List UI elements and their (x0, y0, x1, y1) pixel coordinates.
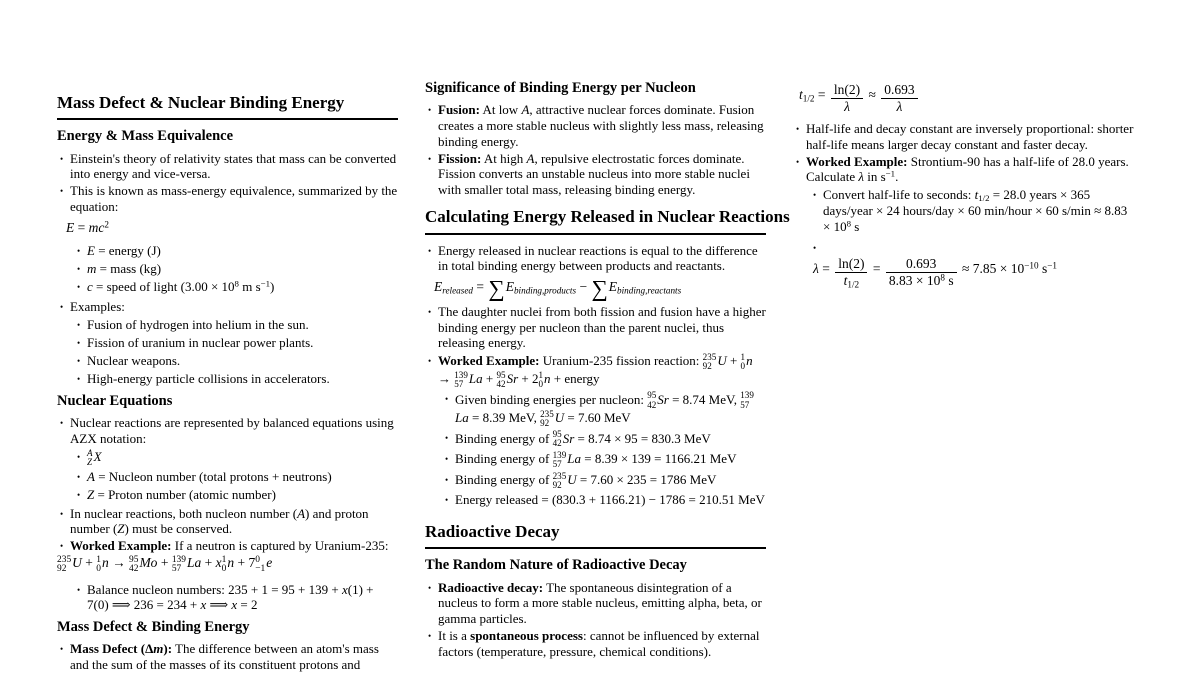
sub-bullet-item (57, 261, 398, 277)
column-right (793, 80, 1134, 674)
bullet-item (57, 415, 398, 446)
bullet-text: Nuclear reactions are represented by balanced equations using AZX notation: (70, 414, 394, 446)
bullet-text: Given binding energies per nucleon: 95 42 Sr = 8.74 MeV, 139 57 La = 8.39 MeV, 235 92 U = 7.60 MeV (455, 390, 754, 428)
nuclide-scripts: 139 57 (171, 554, 186, 575)
nuclide-scripts: 0 −1 (255, 554, 266, 575)
subsection-heading: Energy & Mass Equivalence (57, 128, 234, 145)
bullet-item (57, 538, 398, 554)
bullet-item (793, 154, 1134, 185)
display-equation (57, 555, 398, 574)
sub-bullet-item (57, 582, 398, 613)
nuclide-scripts: 95 42 (552, 429, 562, 449)
bullet-icon: • (77, 451, 81, 462)
bullet-text: Fusion of hydrogen into helium in the sun. (87, 316, 309, 332)
bullet-item (425, 243, 766, 274)
bullet-icon: • (60, 541, 64, 552)
sub-bullet-item (57, 335, 398, 351)
sub-bullet-item (57, 279, 398, 295)
bullet-text: Z = Proton number (atomic number) (87, 487, 276, 503)
section-heading: Radioactive Decay (425, 522, 766, 549)
bullet-icon: • (796, 156, 800, 167)
bullet-text: Mass Defect (Δm): The difference between an atom's mass and the sum of the masses of its constituent protons and (70, 641, 379, 672)
bullet-icon: • (77, 337, 81, 348)
sub-bullet-item (57, 487, 398, 503)
bullet-text: Convert half-life to seconds: $t_{1/2} = 28.0$ years × 365 days/year × 24 hours/day × 60 min/hour × 60 $s/\min \approx 8.83 \times 10^8$ s (823, 187, 1128, 234)
bullet-icon: • (60, 508, 64, 519)
sub-bullet-item (425, 451, 766, 469)
nuclide-scripts: 95 42 (129, 554, 139, 575)
bullet-icon: • (445, 495, 449, 506)
bullet-text: The daughter nuclei from both fission and fusion have a higher binding energy per nucleon than the parent nuclei, thus releasing energy. (438, 304, 766, 351)
bullet-icon: • (428, 355, 432, 366)
bullet-icon: • (428, 245, 432, 256)
display-equation (793, 256, 1134, 288)
bullet-text: Binding energy of 139 57 La = 8.39 × 139 = 1166.21 MeV (455, 450, 737, 470)
bullet-text: Nuclear weapons. (87, 352, 181, 368)
bullet-icon: • (77, 263, 81, 274)
bullet-item (57, 641, 398, 672)
fraction: $\frac{0.693}{\lambda}$ (881, 82, 917, 114)
bullet-icon: • (77, 472, 81, 483)
fraction: $\frac{\ln(2)}{\lambda}$ (831, 82, 863, 114)
bullet-icon: • (77, 355, 81, 366)
bullet-text: Fission: At high A, repulsive electrostatic forces dominate. Fission converts an unstable nucleus into more stable nuclei with smaller total mass, releasing binding energy. (438, 150, 750, 197)
bullet-item (57, 299, 398, 315)
sub-bullet-item (57, 353, 398, 369)
bullet-text: Examples: (70, 298, 125, 314)
sub-bullet-item (57, 371, 398, 387)
nuclide-scripts: 139 57 (552, 450, 567, 470)
nuclide-scripts: 1 0 (96, 554, 101, 575)
sub-bullet-item (425, 430, 766, 448)
bullet-text: Binding energy of 235 92 U = 7.60 × 235 = 1786 MeV (455, 470, 717, 490)
bullet-icon: • (77, 490, 81, 501)
bullet-text: Half-life and decay constant are inversely proportional: shorter half-life means larger decay constant and faster decay. (806, 121, 1134, 152)
bullet-text: Einstein's theory of relativity states that mass can be converted into energy and vice-versa. (70, 150, 397, 182)
bullet-text: Balance nucleon numbers: 235 + 1 = 95 + 139 + x(1) + 7(0) ⟹ 236 = 234 + x ⟹ x = 2 (87, 581, 374, 613)
equation-content: $E_{released} = \sum E_{binding,products} - \sum E_{binding,reactants}$ (434, 276, 682, 302)
subsection-heading: Mass Defect & Binding Energy (57, 618, 250, 635)
section-heading: Mass Defect & Nuclear Binding Energy (57, 93, 398, 120)
nuclide-scripts: 95 42 (496, 369, 506, 389)
sub-bullet-item (425, 391, 766, 427)
bullet-icon: • (60, 186, 64, 197)
bullet-icon: • (60, 153, 64, 164)
sub-bullet-item (425, 492, 766, 508)
bullet-icon: • (428, 105, 432, 116)
bullet-icon: • (445, 454, 449, 464)
bullet-text: Fusion: At low A, attractive nuclear forces dominate. Fusion creates a more stable nucleus with slightly less mass, releasing binding energy. (438, 102, 764, 149)
bullet-icon: • (445, 433, 449, 444)
bullet-text: Worked Example: Uranium-235 fission reaction: 235 92 U + 1 0 n → 139 57 La + 95 42 Sr + 2 1 0 n + energy (438, 351, 753, 389)
column-left (57, 80, 398, 674)
bullet-icon: • (428, 307, 432, 318)
bullet-icon: • (77, 245, 81, 256)
bullet-icon: • (428, 631, 432, 642)
bullet-icon: • (428, 153, 432, 164)
display-equation (425, 276, 766, 302)
subsection-heading: Significance of Binding Energy per Nucleon (425, 80, 696, 96)
section-heading: Calculating Energy Released in Nuclear Reactions (425, 207, 766, 234)
display-equation (793, 82, 1134, 114)
sub-bullet-item (57, 469, 398, 485)
bullet-item (425, 628, 766, 659)
bullet-icon: • (813, 190, 817, 201)
bullet-icon: • (813, 243, 817, 254)
bullet-item (425, 304, 766, 351)
nuclide-scripts: 1 0 (538, 369, 544, 389)
bullet-icon: • (445, 474, 449, 485)
bullet-text: A Z X (87, 447, 102, 467)
bullet-icon: • (60, 417, 64, 428)
fraction: $\frac{\ln(2)}{t_{1/2}}$ (835, 256, 867, 288)
nuclide-scripts: 139 57 (740, 390, 754, 410)
bullet-text: Radioactive decay: The spontaneous disintegration of a nucleus to form a more stable nucleus, emitting alpha, beta, or gamma particles. (438, 579, 762, 626)
fraction: $\frac{0.693}{8.83 \times 10^8 s}$ (886, 256, 957, 288)
subsection-heading: The Random Nature of Radioactive Decay (425, 557, 687, 574)
bullet-icon: • (796, 124, 800, 135)
bullet-item (793, 121, 1134, 152)
bullet-text: This is known as mass-energy equivalence, summarized by the equation: (70, 183, 398, 215)
sub-bullet-item (425, 472, 766, 490)
bullet-text: Worked Example: If a neutron is captured by Uranium-235: (70, 538, 389, 554)
nuclide-scripts: 95 42 (647, 390, 657, 410)
bullet-item (425, 102, 766, 149)
sub-bullet-item (57, 317, 398, 333)
equation-content: λ = $\frac{\ln(2)}{t_{1/2}}$ = $\frac{0.693}{8.83 \times 10^8 s}$ ≈ $7.85 \times 10^{-10}$ $s^{-1}$ (813, 256, 1058, 289)
three-column-layout (57, 80, 1134, 674)
bullet-item (57, 183, 398, 214)
bullet-text: E = energy (J) (87, 242, 161, 258)
nuclide-scripts: 139 57 (454, 369, 468, 389)
sub-bullet-item (793, 187, 1134, 234)
column-middle (425, 80, 790, 674)
nuclide-scripts: 235 92 (552, 470, 567, 490)
bullet-item (57, 506, 398, 537)
bullet-text: Worked Example: Strontium-90 has a half-life of 28.0 years. Calculate λ in $s^{-1}$. (806, 153, 1129, 185)
sub-bullet-item (57, 449, 398, 467)
nuclide-scripts: A Z (87, 447, 93, 467)
bullet-item (425, 580, 766, 627)
bullet-icon: • (77, 584, 81, 595)
equation-content: $E = mc^2$ (66, 219, 109, 235)
bullet-item (425, 151, 766, 198)
bullet-text: A = Nucleon number (total protons + neutrons) (87, 469, 332, 485)
equation-content: $t_{1/2}$ = $\frac{\ln(2)}{\lambda}$ ≈ $\frac{0.693}{\lambda}$ (799, 82, 920, 114)
sub-bullet-item (57, 243, 398, 259)
bullet-item (57, 151, 398, 182)
bullet-icon: • (77, 319, 81, 330)
nuclide-scripts: 235 92 (540, 408, 554, 428)
bullet-text: In nuclear reactions, both nucleon number (A) and proton number (Z) must be conserved. (70, 505, 369, 537)
bullet-text: Energy released = (830.3 + 1166.21) − 1786 = 210.51 MeV (455, 492, 765, 508)
subsection-heading: Nuclear Equations (57, 392, 173, 409)
bullet-text: c = speed of light ($3.00 \times 10^8$ m $s^{-1}$) (87, 278, 275, 295)
summation-icon: ∑ (591, 276, 608, 302)
bullet-text: Binding energy of 95 42 Sr = 8.74 × 95 = 830.3 MeV (455, 429, 711, 449)
bullet-text: It is a spontaneous process: cannot be influenced by external factors (temperature, pressure, chemical conditions). (438, 628, 760, 659)
bullet-icon: • (428, 582, 432, 593)
bullet-text: Fission of uranium in nuclear power plants. (87, 334, 314, 350)
nuclide-scripts: 235 92 (57, 554, 72, 575)
bullet-icon: • (77, 374, 81, 384)
sub-bullet-item (793, 240, 1134, 254)
bullet-item (425, 353, 766, 389)
nuclide-scripts: 1 0 (740, 351, 746, 371)
bullet-text: m = mass (kg) (87, 260, 162, 276)
bullet-text: High-energy particle collisions in accelerators. (87, 371, 330, 386)
bullet-text: Energy released in nuclear reactions is equal to the difference in total binding energy between products and reactants. (438, 242, 758, 274)
display-equation (57, 220, 398, 236)
equation-content: 235 92 U + 1 0 n → 95 42 Mo + 139 57 La + x 1 0 n + 7 0 −1 e (57, 554, 273, 575)
summation-icon: ∑ (488, 276, 505, 302)
nuclide-scripts: 1 0 (221, 554, 227, 575)
bullet-icon: • (60, 644, 64, 655)
nuclide-scripts: 235 92 (702, 351, 717, 371)
bullet-icon: • (77, 282, 81, 293)
bullet-icon: • (445, 394, 449, 405)
bullet-icon: • (60, 301, 64, 312)
